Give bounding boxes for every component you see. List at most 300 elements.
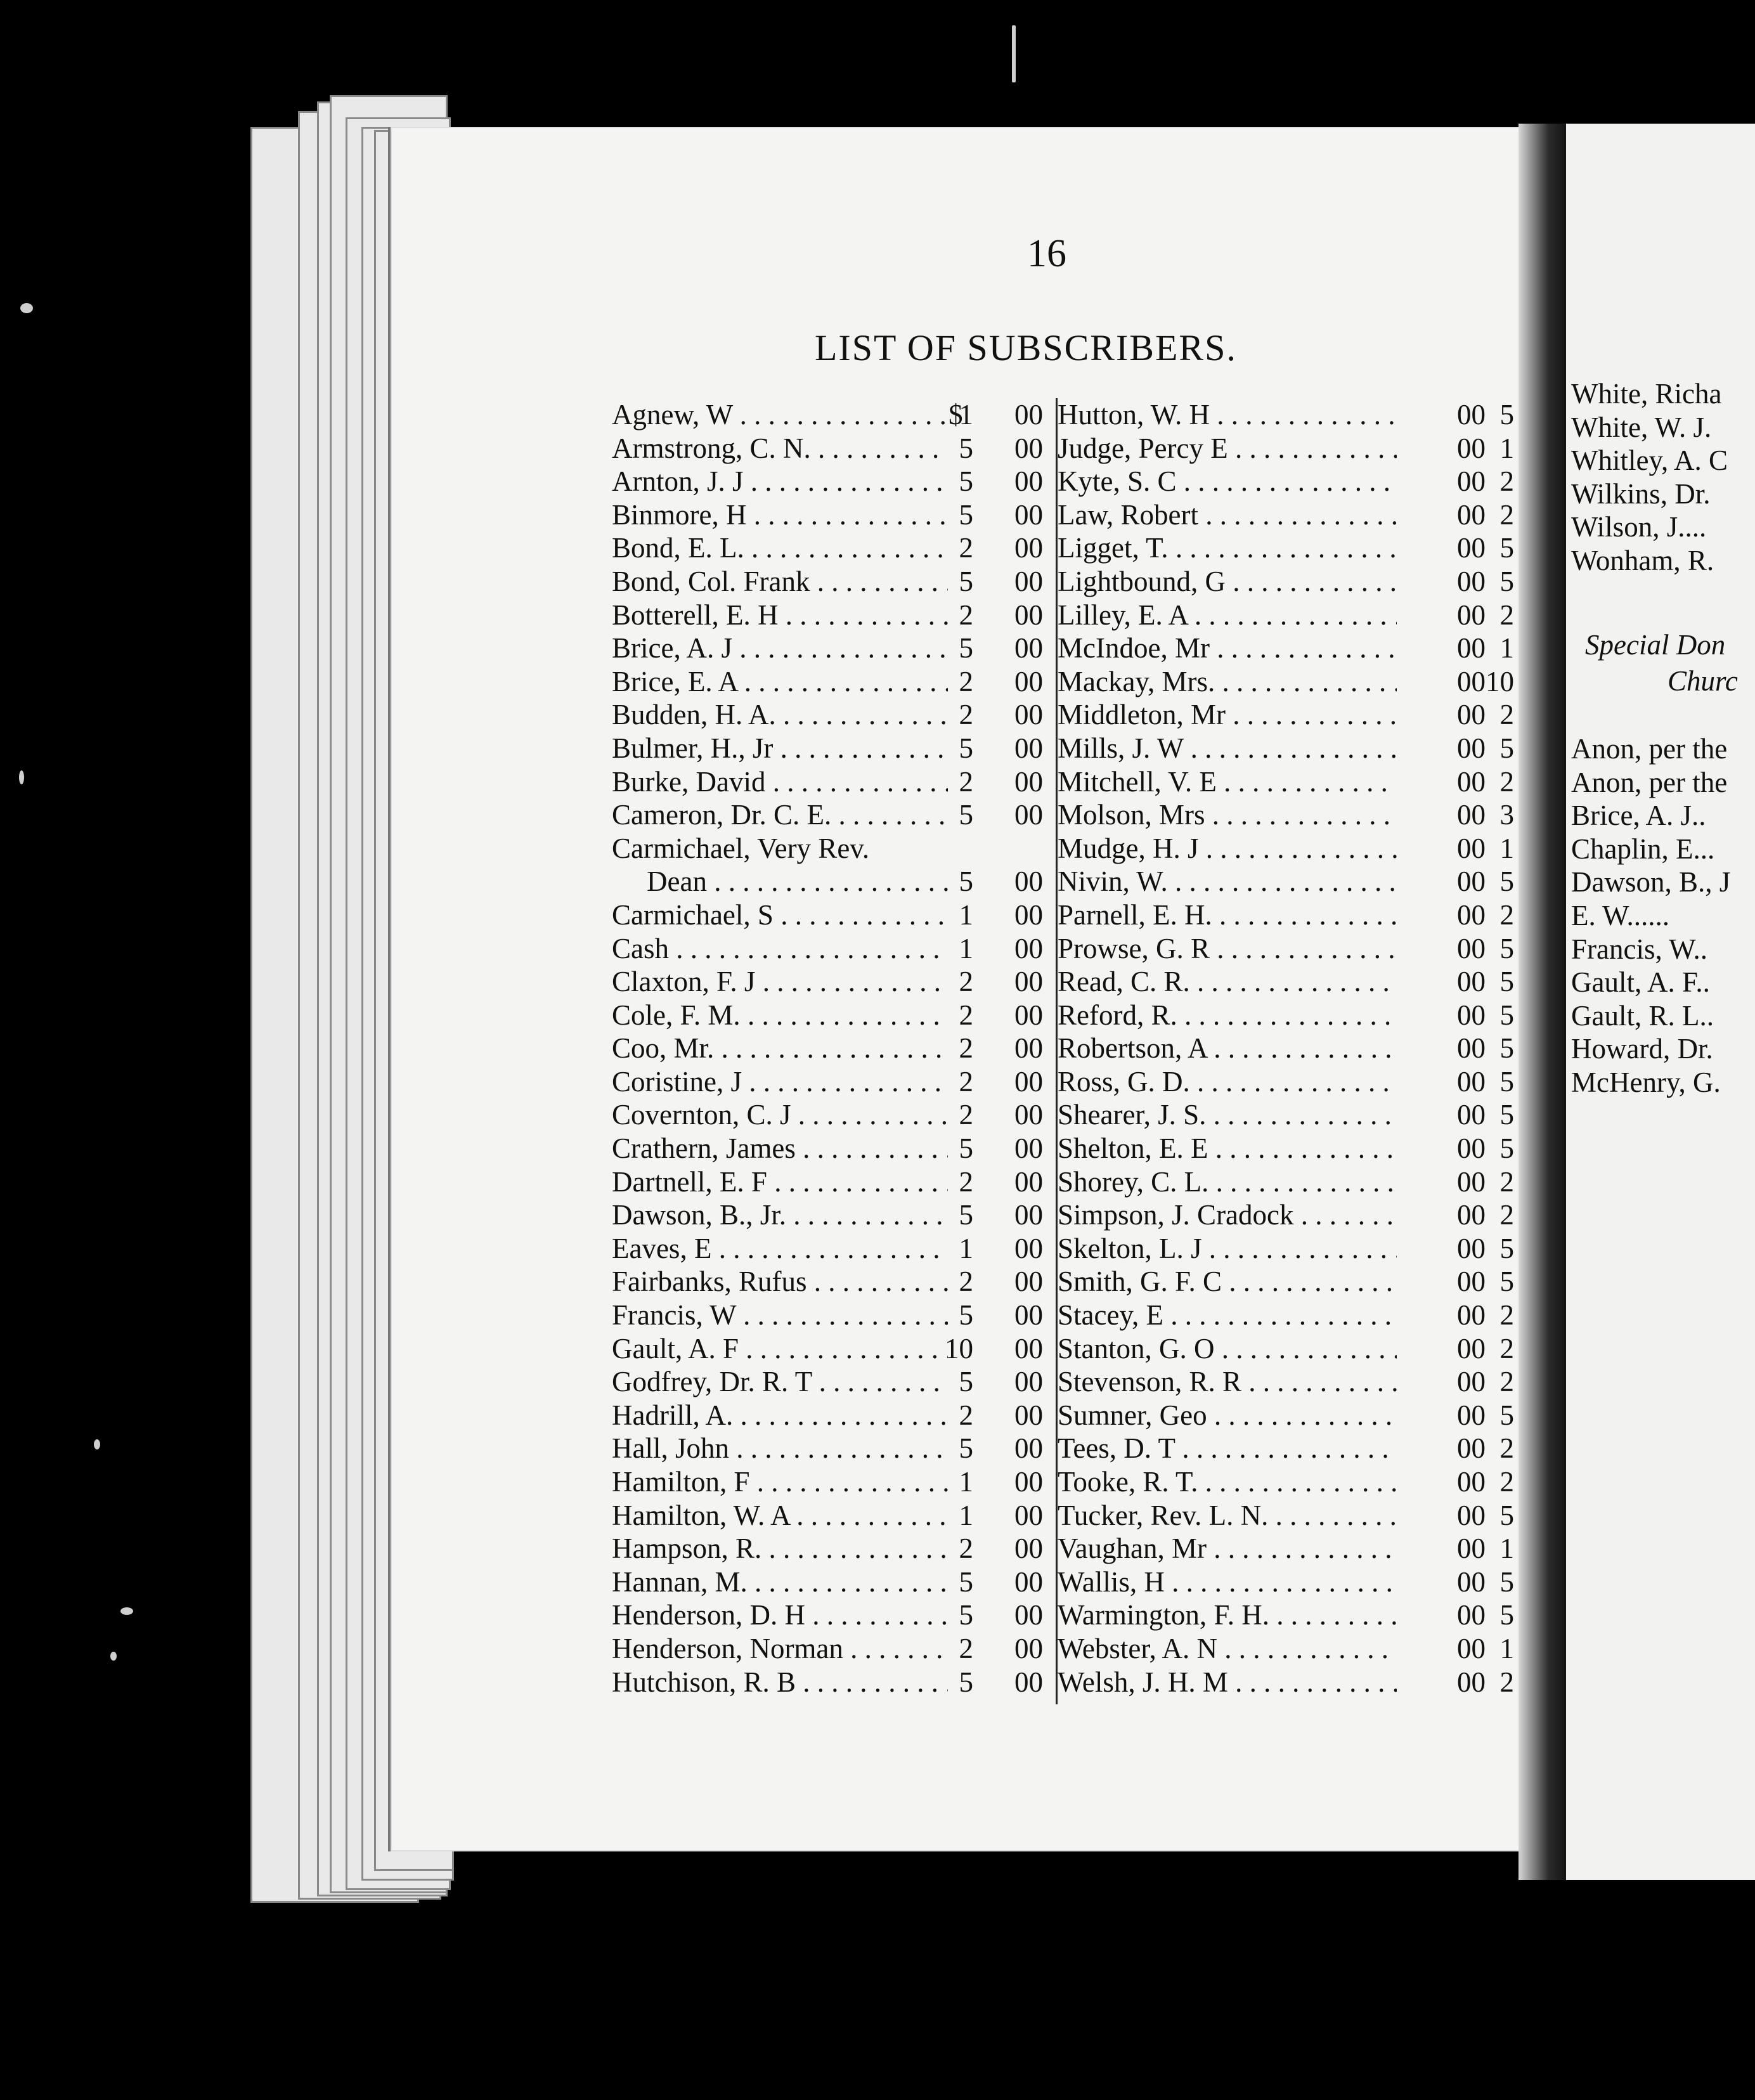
subscriber-name: Tees, D. T . . . <box>1058 1432 1397 1465</box>
special-donations-subheading: Churc <box>1668 665 1738 697</box>
subscriber-name: Judge, Percy E . . . <box>1058 432 1397 465</box>
facing-bottom-list <box>1571 732 1730 1099</box>
list-item: Gault, A. F.. <box>1571 966 1710 999</box>
subscriber-name: Stanton, G. O . . . <box>1058 1332 1397 1366</box>
subscriber-row <box>612 1232 1056 1266</box>
subscriber-name: Hutton, W. H . . . <box>1058 398 1397 432</box>
list-item: Wilkins, Dr. <box>1571 477 1711 510</box>
subscriber-name: Dartnell, E. F . . . <box>612 1165 948 1199</box>
subscriber-row <box>612 1299 1056 1332</box>
amount-cents: 00 <box>1014 1032 1043 1065</box>
amount-cents: 00 <box>1457 665 1486 697</box>
amount-dollars: 5 <box>959 432 973 464</box>
amount-dollars: 5 <box>959 565 973 597</box>
amount-cents: 00 <box>1014 1199 1043 1231</box>
amount-dollars: 5 <box>1499 1399 1514 1431</box>
amount-dollars: 2 <box>1499 498 1514 531</box>
amount-dollars: 5 <box>959 1565 973 1598</box>
amount-cents: 00 <box>1014 399 1043 431</box>
book-gutter <box>1519 124 1569 1880</box>
subscriber-list-right <box>1058 398 1514 1699</box>
subscriber-name: Tucker, Rev. L. N. . . . <box>1058 1499 1397 1533</box>
subscriber-name: Hamilton, F . . . <box>612 1465 948 1499</box>
subscriber-name: Agnew, W . . . <box>612 398 948 432</box>
amount-cents: 00 <box>1457 1232 1486 1264</box>
speck <box>19 770 24 784</box>
amount-dollars: 1 <box>1499 832 1514 864</box>
amount-cents: 00 <box>1457 1065 1486 1098</box>
subscriber-row <box>612 1432 1056 1465</box>
subscriber-row <box>612 1666 1056 1699</box>
amount-dollars: 2 <box>959 1099 973 1131</box>
amount-cents: 00 <box>1014 1632 1043 1664</box>
amount-dollars: 5 <box>959 865 973 898</box>
subscriber-row <box>1058 1565 1514 1599</box>
subscriber-row <box>612 932 1056 966</box>
amount-cents: 00 <box>1014 1132 1043 1165</box>
amount-cents: 00 <box>1014 1565 1043 1598</box>
amount-cents: 00 <box>1014 865 1043 898</box>
list-item: White, W. J. <box>1571 411 1712 443</box>
amount-dollars: 2 <box>959 966 973 998</box>
amount-dollars: 1 <box>959 1499 973 1531</box>
subscriber-name: Brice, E. A . . . <box>612 665 948 699</box>
amount-dollars: 5 <box>1499 732 1514 764</box>
subscriber-name: Reford, R. . . . <box>1058 999 1397 1032</box>
subscriber-name: Law, Robert . . . <box>1058 498 1397 532</box>
amount-cents: 00 <box>1014 1266 1043 1298</box>
subscriber-name: Carmichael, S . . . <box>612 898 948 932</box>
subscriber-row <box>1058 498 1514 532</box>
subscriber-name: Lightbound, G . . . <box>1058 565 1397 599</box>
subscriber-row <box>1058 1098 1514 1132</box>
subscriber-name: Henderson, D. H . . . <box>612 1598 948 1632</box>
subscriber-name: Mitchell, V. E . . . <box>1058 765 1397 799</box>
subscriber-name: Parnell, E. H. . . . <box>1058 898 1397 932</box>
subscriber-row <box>612 865 1056 898</box>
subscriber-list-left <box>612 398 1056 1699</box>
amount-cents: 00 <box>1014 1065 1043 1098</box>
amount-dollars: 5 <box>1499 1599 1514 1631</box>
amount-dollars: 2 <box>1499 1666 1514 1698</box>
amount-dollars: 3 <box>1499 799 1514 831</box>
subscriber-name: Fairbanks, Rufus . . . <box>612 1265 948 1299</box>
subscriber-row <box>612 1165 1056 1199</box>
subscriber-row <box>1058 1532 1514 1565</box>
subscriber-row <box>612 898 1056 932</box>
amount-dollars: 5 <box>959 799 973 831</box>
subscriber-name: Bulmer, H., Jr . . . <box>612 732 948 765</box>
subscriber-name: Robertson, A . . . <box>1058 1032 1397 1065</box>
amount-cents: 00 <box>1014 966 1043 998</box>
amount-dollars: 2 <box>1499 1332 1514 1364</box>
amount-dollars: 5 <box>959 498 973 531</box>
subscriber-row <box>1058 1165 1514 1199</box>
subscriber-name: Carmichael, Very Rev. <box>612 832 870 864</box>
subscriber-row <box>1058 832 1514 865</box>
subscriber-name: Budden, H. A. . . . <box>612 698 948 732</box>
amount-cents: 00 <box>1014 999 1043 1031</box>
speck <box>1012 25 1016 82</box>
amount-cents: 00 <box>1014 1299 1043 1332</box>
subscriber-row <box>612 498 1056 532</box>
amount-dollars: 5 <box>1499 1499 1514 1531</box>
list-item: Anon, per the <box>1571 766 1728 798</box>
subscriber-name: Hall, John . . . <box>612 1432 948 1465</box>
amount-dollars: 5 <box>959 1366 973 1398</box>
amount-dollars: 5 <box>959 1132 973 1165</box>
amount-dollars: 2 <box>1499 699 1514 731</box>
facing-page <box>1566 124 1755 1880</box>
subscriber-row <box>612 1598 1056 1632</box>
subscriber-name: Gault, A. F . . . <box>612 1332 948 1366</box>
amount-dollars: 2 <box>1499 465 1514 498</box>
subscriber-name: Hadrill, A. . . . <box>612 1399 948 1432</box>
subscriber-row <box>1058 599 1514 632</box>
subscriber-row <box>612 465 1056 498</box>
amount-dollars: 2 <box>1499 898 1514 931</box>
subscriber-name: Dean . . . <box>647 865 948 898</box>
amount-dollars: 10 <box>1486 665 1514 697</box>
amount-cents: 00 <box>1457 1666 1486 1698</box>
amount-cents: 00 <box>1457 498 1486 531</box>
amount-cents: 00 <box>1457 565 1486 597</box>
amount-dollars: 1 <box>1499 1632 1514 1664</box>
amount-cents: 00 <box>1014 1533 1043 1565</box>
speck <box>110 1652 117 1661</box>
amount-dollars: 5 <box>1499 1065 1514 1098</box>
subscriber-row <box>1058 398 1514 432</box>
amount-dollars: 2 <box>1499 1432 1514 1465</box>
subscriber-row <box>612 965 1056 999</box>
amount-dollars: 10 <box>945 1332 973 1364</box>
subscriber-name: Ross, G. D. . . . <box>1058 1065 1397 1099</box>
subscriber-row <box>612 1098 1056 1132</box>
amount-dollars: 2 <box>1499 1199 1514 1231</box>
subscriber-name: Lilley, E. A . . . <box>1058 599 1397 632</box>
amount-cents: 00 <box>1457 932 1486 964</box>
subscriber-row <box>612 798 1056 832</box>
amount-cents: 00 <box>1014 898 1043 931</box>
special-donations-heading: Special Don <box>1585 629 1726 661</box>
subscriber-row <box>1058 531 1514 565</box>
amount-dollars: 1 <box>1499 632 1514 664</box>
amount-cents: 00 <box>1457 532 1486 564</box>
subscriber-row <box>612 398 1056 432</box>
amount-cents: 00 <box>1457 1499 1486 1531</box>
subscriber-name: Mills, J. W . . . <box>1058 732 1397 765</box>
subscriber-row <box>1058 1232 1514 1266</box>
subscriber-name: Warmington, F. H. . . . <box>1058 1598 1397 1632</box>
subscriber-row <box>612 1032 1056 1065</box>
amount-dollars: 2 <box>1499 1466 1514 1498</box>
amount-cents: 00 <box>1014 732 1043 764</box>
amount-dollars: 2 <box>959 1632 973 1664</box>
amount-dollars: 5 <box>959 465 973 498</box>
subscriber-name: Binmore, H . . . <box>612 498 948 532</box>
amount-dollars: 5 <box>1499 1132 1514 1165</box>
subscriber-name: Cameron, Dr. C. E. . . . <box>612 798 948 832</box>
speck <box>120 1607 133 1615</box>
subscriber-name: Eaves, E . . . <box>612 1232 948 1266</box>
amount-cents: 00 <box>1457 1032 1486 1065</box>
list-item: Francis, W.. <box>1571 933 1708 965</box>
subscriber-name: Hannan, M. . . . <box>612 1565 948 1599</box>
amount-cents: 00 <box>1457 599 1486 631</box>
amount-cents: 00 <box>1457 1332 1486 1364</box>
amount-dollars: 5 <box>1499 532 1514 564</box>
amount-dollars: 2 <box>959 1165 973 1198</box>
subscriber-row <box>612 1465 1056 1499</box>
subscriber-name: Covernton, C. J . . . <box>612 1098 948 1132</box>
subscriber-name: Welsh, J. H. M . . . <box>1058 1666 1397 1699</box>
amount-cents: 00 <box>1457 632 1486 664</box>
subscriber-row <box>612 698 1056 732</box>
dollar-sign: $ <box>949 399 963 431</box>
subscriber-row <box>1058 1598 1514 1632</box>
subscriber-name: Cash . . . <box>612 932 948 966</box>
subscriber-row <box>1058 465 1514 498</box>
amount-dollars: 2 <box>959 999 973 1031</box>
subscriber-name: Bond, Col. Frank . . . <box>612 565 948 599</box>
subscriber-name: Molson, Mrs . . . <box>1058 798 1397 832</box>
amount-cents: 00 <box>1457 1299 1486 1332</box>
amount-cents: 00 <box>1014 1399 1043 1431</box>
subscriber-name: Stevenson, R. R . . . <box>1058 1365 1397 1399</box>
amount-cents: 00 <box>1014 699 1043 731</box>
subscriber-row <box>612 665 1056 699</box>
amount-dollars: 1 <box>959 1232 973 1264</box>
amount-cents: 00 <box>1014 599 1043 631</box>
amount-cents: 00 <box>1457 1132 1486 1165</box>
subscriber-row <box>612 1132 1056 1165</box>
subscriber-name: Francis, W . . . <box>612 1299 948 1332</box>
subscriber-row <box>1058 1198 1514 1232</box>
list-item: McHenry, G. <box>1571 1066 1721 1098</box>
subscriber-name: Read, C. R. . . . <box>1058 965 1397 999</box>
amount-dollars: 2 <box>1499 1366 1514 1398</box>
subscriber-name: Simpson, J. Cradock . . . <box>1058 1198 1397 1232</box>
amount-cents: 00 <box>1014 1332 1043 1364</box>
amount-cents: 00 <box>1014 1432 1043 1465</box>
amount-dollars: 2 <box>959 1065 973 1098</box>
subscriber-name: Henderson, Norman . . . <box>612 1632 948 1666</box>
subscriber-row <box>612 1532 1056 1565</box>
list-item: Whitley, A. C <box>1571 444 1728 477</box>
subscriber-name: Shearer, J. S. . . . <box>1058 1098 1397 1132</box>
subscriber-row <box>1058 798 1514 832</box>
amount-cents: 00 <box>1014 799 1043 831</box>
subscriber-row <box>612 1065 1056 1099</box>
amount-cents: 00 <box>1457 898 1486 931</box>
amount-cents: 00 <box>1457 732 1486 764</box>
subscriber-row <box>1058 1132 1514 1165</box>
subscriber-name: Armstrong, C. N. . . . <box>612 432 948 465</box>
subscriber-name: McIndoe, Mr . . . <box>1058 632 1397 665</box>
amount-cents: 00 <box>1014 1466 1043 1498</box>
amount-dollars: 5 <box>1499 1266 1514 1298</box>
amount-cents: 00 <box>1014 632 1043 664</box>
subscriber-name: Stacey, E . . . <box>1058 1299 1397 1332</box>
subscriber-name: Smith, G. F. C . . . <box>1058 1265 1397 1299</box>
subscriber-name: Webster, A. N . . . <box>1058 1632 1397 1666</box>
page-number: 16 <box>1027 232 1066 275</box>
subscriber-name: Hampson, R. . . . <box>612 1532 948 1565</box>
amount-cents: 00 <box>1014 665 1043 697</box>
amount-cents: 00 <box>1457 1099 1486 1131</box>
facing-top-list <box>1571 377 1728 578</box>
subscriber-name: Shelton, E. E . . . <box>1058 1132 1397 1165</box>
subscriber-row <box>1058 732 1514 765</box>
list-item: White, Richa <box>1571 378 1722 410</box>
amount-dollars: 2 <box>1499 765 1514 798</box>
subscriber-name: Botterell, E. H . . . <box>612 599 948 632</box>
subscriber-row <box>1058 1499 1514 1533</box>
amount-cents: 00 <box>1457 1565 1486 1598</box>
list-item: Chaplin, E... <box>1571 833 1715 865</box>
subscriber-row <box>612 732 1056 765</box>
subscriber-row <box>1058 565 1514 599</box>
amount-dollars: 2 <box>959 765 973 798</box>
amount-cents: 00 <box>1457 1599 1486 1631</box>
amount-dollars: 2 <box>1499 599 1514 631</box>
subscriber-row <box>1058 1399 1514 1432</box>
list-item: Dawson, B., J <box>1571 866 1731 898</box>
amount-dollars: 1 <box>1499 1533 1514 1565</box>
subscriber-name: Ligget, T. . . . <box>1058 531 1397 565</box>
amount-cents: 00 <box>1014 1232 1043 1264</box>
amount-dollars: 2 <box>1499 1299 1514 1332</box>
amount-cents: 00 <box>1014 1666 1043 1698</box>
amount-cents: 00 <box>1457 465 1486 498</box>
amount-cents: 00 <box>1014 532 1043 564</box>
amount-dollars: 5 <box>959 632 973 664</box>
subscriber-row <box>612 1499 1056 1533</box>
subscriber-row <box>1058 965 1514 999</box>
subscriber-row <box>1058 632 1514 665</box>
subscriber-name: Vaughan, Mr . . . <box>1058 1532 1397 1565</box>
subscriber-name: Hutchison, R. B . . . <box>612 1666 948 1699</box>
amount-dollars: 5 <box>1499 565 1514 597</box>
subscriber-row <box>1058 1632 1514 1666</box>
subscriber-row <box>612 1632 1056 1666</box>
amount-dollars: 5 <box>1499 966 1514 998</box>
list-item: Wonham, R. <box>1571 544 1714 576</box>
subscriber-row <box>1058 932 1514 966</box>
amount-dollars: 1 <box>1499 432 1514 464</box>
subscriber-name: Crathern, James . . . <box>612 1132 948 1165</box>
amount-cents: 00 <box>1457 1366 1486 1398</box>
amount-dollars: 5 <box>1499 932 1514 964</box>
amount-cents: 00 <box>1457 832 1486 864</box>
subscriber-row <box>1058 1065 1514 1099</box>
subscriber-row <box>1058 1299 1514 1332</box>
subscriber-row <box>1058 1265 1514 1299</box>
amount-cents: 00 <box>1014 565 1043 597</box>
subscriber-row <box>1058 1365 1514 1399</box>
subscriber-name: Arnton, J. J . . . <box>612 465 948 498</box>
subscriber-name: Tooke, R. T. . . . <box>1058 1465 1397 1499</box>
speck <box>94 1439 100 1449</box>
amount-cents: 00 <box>1457 1199 1486 1231</box>
amount-dollars: 5 <box>959 1599 973 1631</box>
page-title: LIST OF SUBSCRIBERS. <box>815 327 1237 368</box>
amount-dollars: 5 <box>1499 399 1514 431</box>
amount-dollars: 1 <box>959 898 973 931</box>
amount-dollars: 2 <box>959 1399 973 1431</box>
subscriber-row <box>1058 765 1514 799</box>
amount-cents: 00 <box>1014 1366 1043 1398</box>
subscriber-row <box>612 1399 1056 1432</box>
subscriber-row <box>612 1265 1056 1299</box>
amount-cents: 00 <box>1457 1632 1486 1664</box>
amount-dollars: 5 <box>959 1432 973 1465</box>
subscriber-row <box>1058 1666 1514 1699</box>
amount-dollars: 5 <box>1499 1032 1514 1065</box>
amount-cents: 00 <box>1457 432 1486 464</box>
amount-cents: 00 <box>1457 966 1486 998</box>
amount-dollars: 5 <box>1499 999 1514 1031</box>
amount-cents: 00 <box>1014 498 1043 531</box>
amount-dollars: 1 <box>959 932 973 964</box>
amount-dollars: 5 <box>1499 865 1514 898</box>
amount-dollars: 2 <box>959 699 973 731</box>
subscriber-name: Godfrey, Dr. R. T . . . <box>612 1365 948 1399</box>
amount-cents: 00 <box>1014 932 1043 964</box>
amount-cents: 00 <box>1014 1599 1043 1631</box>
subscriber-row <box>612 765 1056 799</box>
subscriber-name: Bond, E. L. . . . <box>612 531 948 565</box>
subscriber-row <box>612 1332 1056 1366</box>
subscriber-name: Coristine, J . . . <box>612 1065 948 1099</box>
amount-dollars: 2 <box>959 532 973 564</box>
amount-dollars: 1 <box>959 399 973 431</box>
subscriber-name: Brice, A. J . . . <box>612 632 948 665</box>
subscriber-row <box>1058 999 1514 1032</box>
subscriber-name: Mackay, Mrs. . . . <box>1058 665 1397 699</box>
list-item: E. W...... <box>1571 899 1670 931</box>
amount-dollars: 2 <box>959 599 973 631</box>
amount-dollars: 2 <box>959 1032 973 1065</box>
amount-cents: 00 <box>1457 1165 1486 1198</box>
subscriber-row <box>1058 1332 1514 1366</box>
amount-cents: 00 <box>1014 432 1043 464</box>
amount-cents: 00 <box>1457 1266 1486 1298</box>
subscriber-row <box>1058 1432 1514 1465</box>
amount-cents: 00 <box>1457 1432 1486 1465</box>
subscriber-name: Hamilton, W. A . . . <box>612 1499 948 1533</box>
subscriber-row <box>1058 1032 1514 1065</box>
amount-cents: 00 <box>1457 699 1486 731</box>
subscriber-name: Skelton, L. J . . . <box>1058 1232 1397 1266</box>
amount-cents: 00 <box>1457 999 1486 1031</box>
amount-dollars: 5 <box>1499 1232 1514 1264</box>
subscriber-row <box>612 632 1056 665</box>
amount-cents: 00 <box>1014 765 1043 798</box>
subscriber-name: Dawson, B., Jr. . . . <box>612 1198 948 1232</box>
amount-dollars: 2 <box>959 1533 973 1565</box>
amount-cents: 00 <box>1457 1466 1486 1498</box>
subscriber-row <box>612 999 1056 1032</box>
subscriber-name: Mudge, H. J . . . <box>1058 832 1397 865</box>
subscriber-name: Cole, F. M. . . . <box>612 999 948 1032</box>
subscriber-row <box>612 832 1056 865</box>
subscriber-name: Burke, David . . . <box>612 765 948 799</box>
amount-cents: 00 <box>1457 799 1486 831</box>
amount-dollars: 2 <box>959 1266 973 1298</box>
amount-dollars: 5 <box>959 1199 973 1231</box>
subscriber-row <box>612 565 1056 599</box>
